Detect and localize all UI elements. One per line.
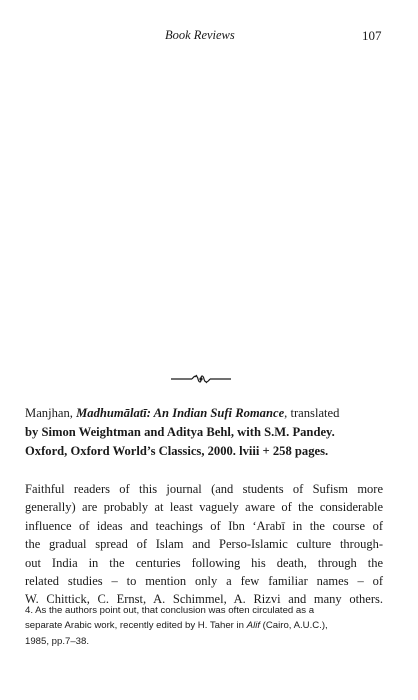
body-line: out India in the centuries following his death, through the [25,555,383,570]
footnote-line-2-b: (Cairo, A.U.C.), [260,620,328,632]
citation-line-3: Oxford, Oxford World’s Classics, 2000. lviii + 258 pages. [25,444,329,458]
footnote-line-2-a: separate Arabic work, recently edited by H. Taher in [25,620,247,632]
page-header [0,28,418,48]
review-body-paragraph [25,480,383,609]
footnote [25,603,383,649]
body-line: related studies – to mention only a few familiar names – of [25,574,383,589]
body-line: generally) are probably at least vaguely aware of the considerable [25,500,383,515]
book-citation [25,404,383,461]
body-line: Faithful readers of this journal (and students of Sufism more [25,482,383,496]
citation-title: Madhumālatī: An Indian Sufi Romance [76,406,285,420]
body-line: W. Chittick, C. Ernst, A. Schimmel, A. Rizvi and many others. [25,592,383,607]
body-line: the gradual spread of Islam and Perso-Islamic culture through- [25,537,383,552]
page-number: 107 [362,28,382,43]
citation-translated: , translated [284,406,340,420]
citation-author: Manjhan, [25,406,77,420]
running-head: Book Reviews [165,28,235,42]
footnote-journal-title: Alif [246,620,260,632]
citation-line-1 [25,404,383,423]
floral-rule-ornament-icon [170,372,232,386]
body-line: influence of ideas and teachings of Ibn ‘Arabī in the course of [25,518,383,533]
citation-line-2: by Simon Weightman and Aditya Behl, with S.M. Pandey. [25,425,335,439]
footnote-line-3: 1985, pp.7–38. [25,635,90,647]
footnote-line-1: 4. As the authors point out, that conclusion was often circulated as a [25,605,315,616]
footnote-line-2 [25,618,383,633]
